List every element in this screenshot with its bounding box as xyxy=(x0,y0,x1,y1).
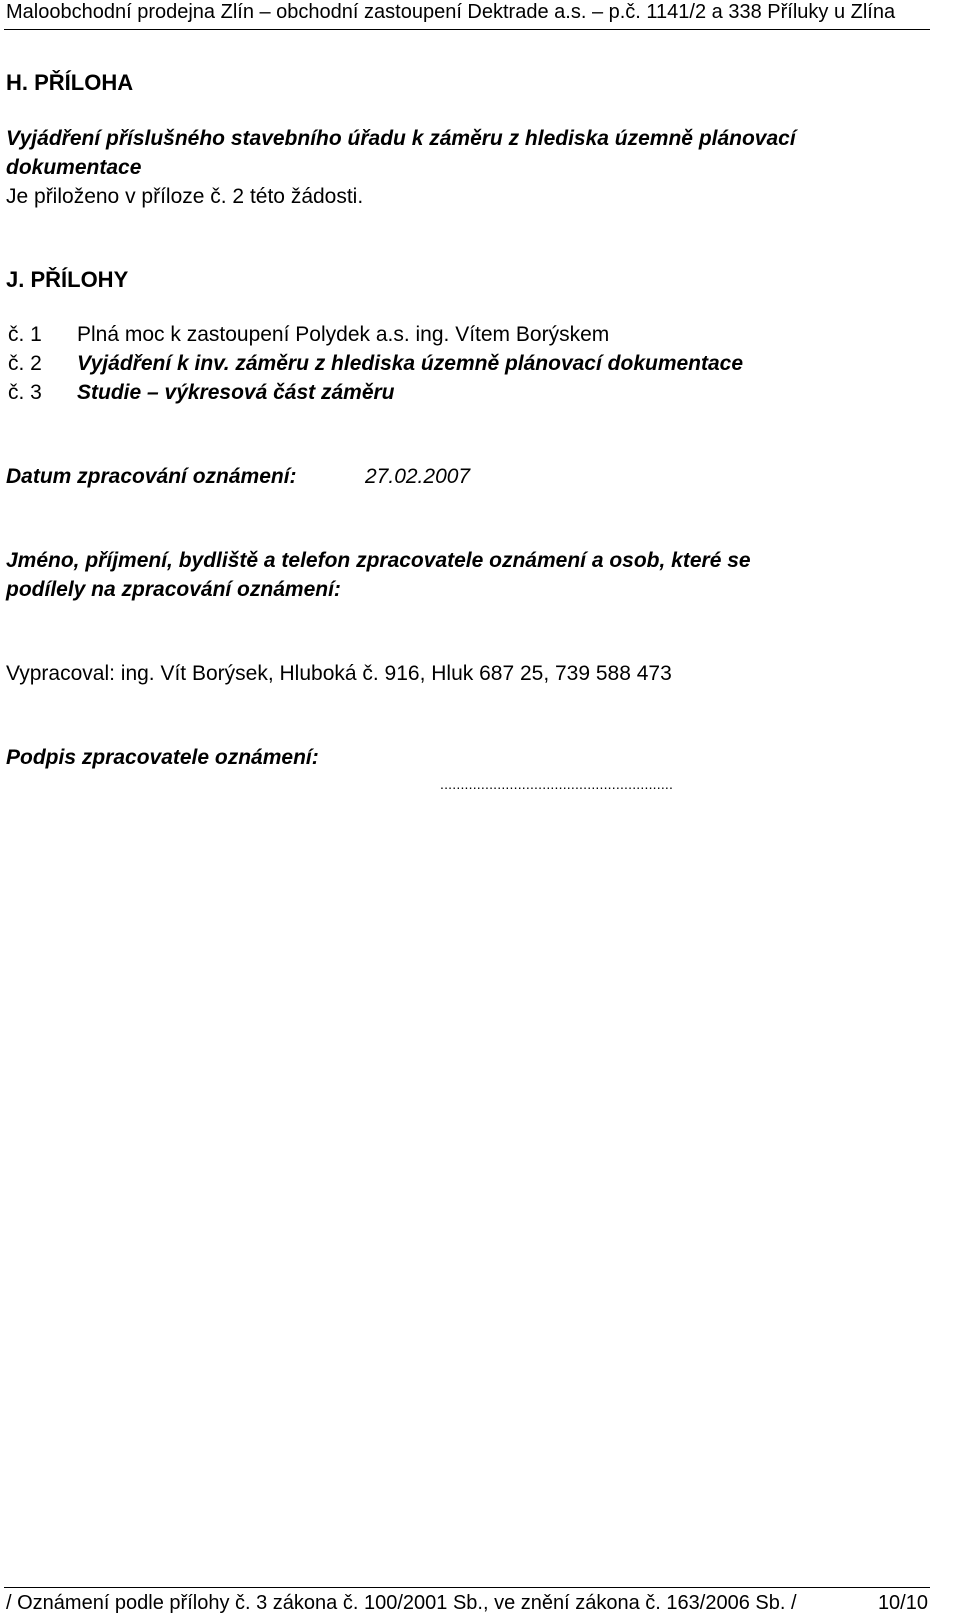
signature-label: Podpis zpracovatele oznámení: xyxy=(6,746,319,769)
date-label: Datum zpracování oznámení: xyxy=(6,465,297,488)
header-divider xyxy=(4,29,930,30)
signature-line: ......................................................... xyxy=(440,776,674,792)
date-value: 27.02.2007 xyxy=(365,465,471,488)
page-number: 10/10 xyxy=(877,1592,928,1614)
author-heading-line1: Jméno, příjmení, bydliště a telefon zpracovatele oznámení a osob, které se xyxy=(6,549,751,572)
section-j-title: J. PŘÍLOHY xyxy=(6,267,129,292)
attachment-3-number: č. 3 xyxy=(8,381,42,404)
attachment-1-number: č. 1 xyxy=(8,323,42,346)
section-h-title: H. PŘÍLOHA xyxy=(6,70,134,95)
attachment-1-text: Plná moc k zastoupení Polydek a.s. ing. Vítem Borýskem xyxy=(77,323,610,346)
prepared-by: Vypracoval: ing. Vít Borýsek, Hluboká č. 916, Hluk 687 25, 739 588 473 xyxy=(6,662,672,685)
attachment-3-text: Studie – výkresová část záměru xyxy=(77,381,395,404)
section-h-subtitle-line2: dokumentace xyxy=(6,156,142,179)
section-h-body: Je přiloženo v příloze č. 2 této žádosti. xyxy=(6,185,364,208)
attachment-2-text: Vyjádření k inv. záměru z hlediska územně plánovací dokumentace xyxy=(77,352,744,375)
running-footer: / Oznámení podle přílohy č. 3 zákona č. 100/2001 Sb., ve znění zákona č. 163/2006 Sb. / xyxy=(6,1592,797,1614)
author-heading-line2: podílely na zpracování oznámení: xyxy=(6,578,341,601)
footer-divider xyxy=(4,1587,930,1588)
section-h-subtitle-line1: Vyjádření příslušného stavebního úřadu k záměru z hlediska územně plánovací xyxy=(6,127,796,150)
attachment-2-number: č. 2 xyxy=(8,352,42,375)
running-header: Maloobchodní prodejna Zlín – obchodní zastoupení Dektrade a.s. – p.č. 1141/2 a 338 Příluky u Zlína xyxy=(6,1,896,23)
